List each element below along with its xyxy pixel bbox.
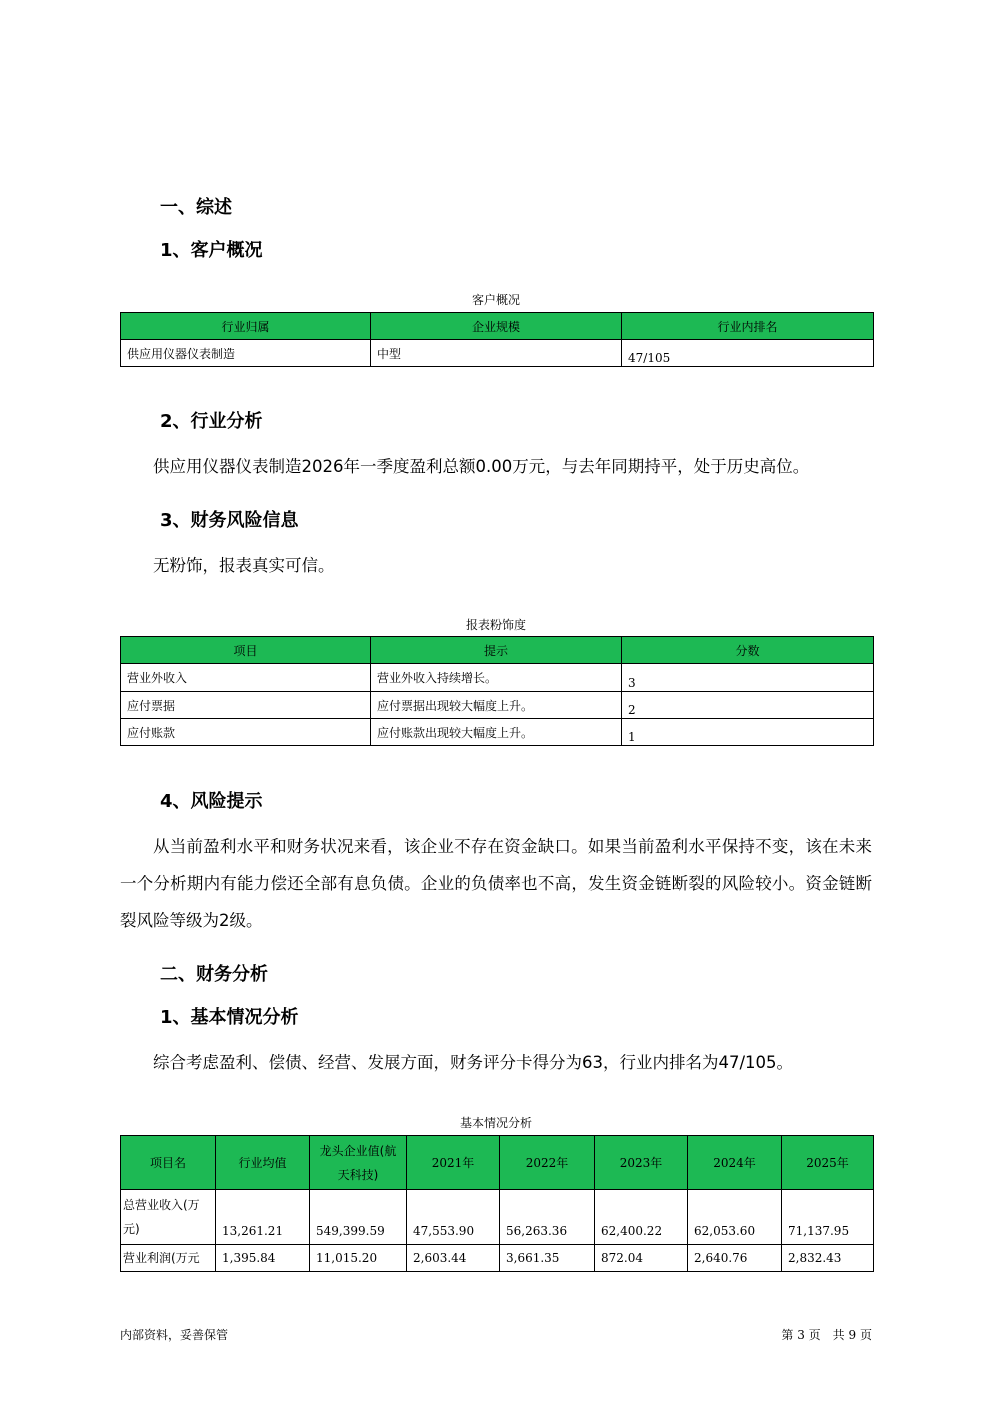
total-pages: 9 xyxy=(848,1328,857,1342)
table-header-row xyxy=(121,637,874,664)
page-suffix: 页 xyxy=(859,1328,872,1342)
table-row xyxy=(121,692,874,719)
page-mid: 页 共 xyxy=(808,1328,845,1342)
col-header: 项目 xyxy=(121,637,371,664)
table-header-row xyxy=(121,313,874,340)
subsection-title-risk-warning: 4、风险提示 xyxy=(160,791,263,812)
table-cell: 应付票据 xyxy=(121,692,371,719)
basic-analysis-text: 综合考虑盈利、偿债、经营、发展方面，财务评分卡得分为63，行业内排名为47/105。 xyxy=(153,1053,794,1072)
subsection-title-customer: 1、客户概况 xyxy=(160,240,263,261)
col-header: 项目名 xyxy=(121,1136,216,1190)
section-title-financial: 二、财务分析 xyxy=(160,964,268,985)
risk-info-text: 无粉饰，报表真实可信。 xyxy=(153,556,335,575)
table-cell: 1 xyxy=(622,719,874,746)
table-row xyxy=(121,340,874,367)
table-header-row xyxy=(121,1136,874,1190)
subsection-title-risk-info: 3、财务风险信息 xyxy=(160,510,299,531)
col-header: 分数 xyxy=(622,637,874,664)
table-row xyxy=(121,664,874,692)
table-cell: 62,053.60 xyxy=(688,1190,782,1245)
table-cell: 2,603.44 xyxy=(407,1245,500,1272)
table-cell: 56,263.36 xyxy=(500,1190,595,1245)
section-title-overview: 一、综述 xyxy=(160,197,232,218)
table-cell: 549,399.59 xyxy=(310,1190,407,1245)
table-cell: 应付票据出现较大幅度上升。 xyxy=(371,692,622,719)
col-header: 龙头企业值(航天科技) xyxy=(310,1136,407,1190)
col-header: 行业归属 xyxy=(121,313,371,340)
table-cell: 营业利润(万元 xyxy=(121,1245,216,1272)
table-cell: 营业外收入 xyxy=(121,664,371,692)
col-header: 2023年 xyxy=(595,1136,688,1190)
col-header: 行业内排名 xyxy=(622,313,874,340)
col-header: 2024年 xyxy=(688,1136,782,1190)
table-cell: 62,400.22 xyxy=(595,1190,688,1245)
table-cell: 总营业收入(万元) xyxy=(121,1190,216,1245)
col-header: 2025年 xyxy=(782,1136,874,1190)
table-cell: 应付账款出现较大幅度上升。 xyxy=(371,719,622,746)
table-cell: 3 xyxy=(622,664,874,692)
subsection-title-industry: 2、行业分析 xyxy=(160,411,263,432)
current-page: 3 xyxy=(797,1328,805,1342)
table-cell: 1,395.84 xyxy=(216,1245,310,1272)
table-cell: 11,015.20 xyxy=(310,1245,407,1272)
page-prefix: 第 xyxy=(781,1328,794,1342)
table-cell: 营业外收入持续增长。 xyxy=(371,664,622,692)
table-cell: 中型 xyxy=(371,340,622,367)
window-dressing-table xyxy=(120,636,874,746)
col-header: 提示 xyxy=(371,637,622,664)
table-cell: 47/105 xyxy=(622,340,874,367)
table-row xyxy=(121,719,874,746)
table-cell: 3,661.35 xyxy=(500,1245,595,1272)
col-header: 行业均值 xyxy=(216,1136,310,1190)
risk-warning-text: 从当前盈利水平和财务状况来看，该企业不存在资金缺口。如果当前盈利水平保持不变，该在未来一个分析期内有能力偿还全部有息负债。企业的负债率也不高，发生资金链断裂的风险较小。资金链断裂风险等级为2级。 xyxy=(120,837,872,930)
table-cell: 供应用仪器仪表制造 xyxy=(121,340,371,367)
subsection-title-basic: 1、基本情况分析 xyxy=(160,1007,299,1028)
industry-analysis-text: 供应用仪器仪表制造2026年一季度盈利总额0.00万元，与去年同期持平，处于历史高位。 xyxy=(153,457,810,476)
col-header: 企业规模 xyxy=(371,313,622,340)
table-caption-window-dressing: 报表粉饰度 xyxy=(465,618,526,632)
footer-page-number xyxy=(781,1326,872,1343)
table-cell: 71,137.95 xyxy=(782,1190,874,1245)
table-caption-basic: 基本情况分析 xyxy=(459,1116,532,1130)
basic-analysis-table xyxy=(120,1135,874,1272)
col-header: 2021年 xyxy=(407,1136,500,1190)
table-cell: 2 xyxy=(622,692,874,719)
table-cell: 2,640.76 xyxy=(688,1245,782,1272)
table-cell: 13,261.21 xyxy=(216,1190,310,1245)
table-cell: 47,553.90 xyxy=(407,1190,500,1245)
customer-table xyxy=(120,312,874,367)
table-cell: 应付账款 xyxy=(121,719,371,746)
table-cell: 872.04 xyxy=(595,1245,688,1272)
table-caption-customer: 客户概况 xyxy=(471,293,520,307)
table-cell: 2,832.43 xyxy=(782,1245,874,1272)
table-row xyxy=(121,1190,874,1245)
col-header: 2022年 xyxy=(500,1136,595,1190)
table-row xyxy=(121,1245,874,1272)
footer-confidential-note: 内部资料，妥善保管 xyxy=(120,1328,229,1342)
